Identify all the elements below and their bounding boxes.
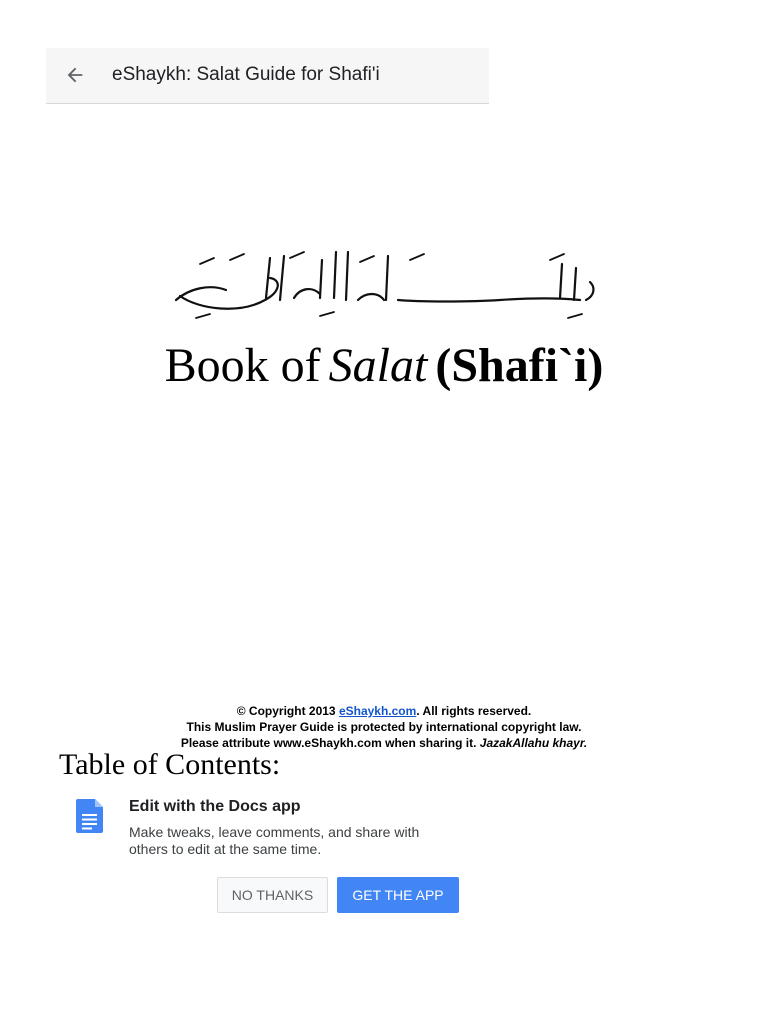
document-title: eShaykh: Salat Guide for Shafi'i (112, 64, 380, 85)
bismillah-calligraphy (170, 238, 598, 324)
arrow-back-icon[interactable] (64, 64, 86, 86)
toc-heading: Table of Contents: (59, 748, 281, 778)
copyright-line-2: This Muslim Prayer Guide is protected by international copyright law. (186, 720, 582, 734)
app-bar (46, 48, 489, 104)
jazakallah-text: JazakAllahu khayr. (479, 736, 588, 750)
promo-title: Edit with the Docs app (129, 798, 301, 815)
copyright-prefix: © Copyright 2013 (236, 704, 339, 718)
title-book-of: Book of (164, 339, 321, 392)
copyright-suffix: . All rights reserved. (416, 704, 532, 718)
eshaykh-link[interactable]: eShaykh.com (338, 704, 417, 718)
google-docs-icon (76, 799, 103, 833)
title-shafii: (Shafi`i) (435, 339, 604, 392)
title-salat: Salat (328, 339, 428, 392)
no-thanks-button[interactable]: NO THANKS (217, 877, 328, 913)
copyright-line-1 (0, 703, 768, 719)
docs-app-promo (0, 780, 768, 940)
get-the-app-button[interactable]: GET THE APP (337, 877, 459, 913)
attribution-text: Please attribute www.eShaykh.com when sharing it. (180, 736, 480, 750)
book-title (0, 338, 768, 393)
promo-description: Make tweaks, leave comments, and share with others to edit at the same time. (129, 824, 420, 857)
